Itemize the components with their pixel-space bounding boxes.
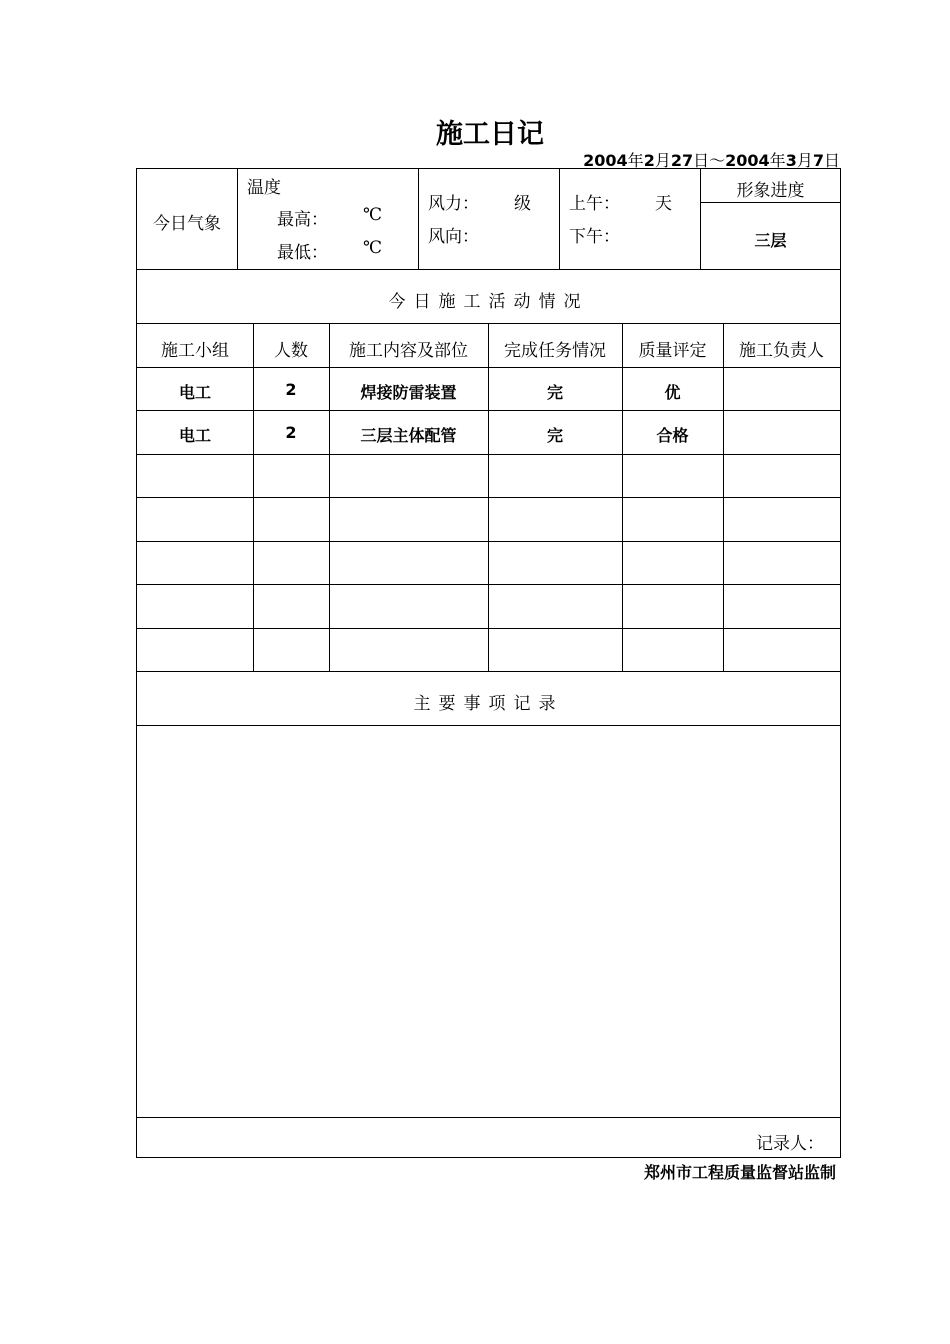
table-cell: 2 [285, 380, 297, 399]
low-temp-label: 最低： [277, 243, 328, 263]
high-temp-label: 最高： [277, 210, 328, 230]
activity-section-title: 今日施工活动情况 [388, 292, 589, 312]
footer-issuer: 郑州市工程质量监督站监制 [643, 1163, 836, 1182]
table-cell: 完 [546, 383, 563, 402]
divider [137, 1117, 840, 1118]
progress-label: 形象进度 [736, 181, 805, 201]
divider [700, 202, 841, 203]
am-weather-value: 天 [655, 194, 672, 214]
column-header: 质量评定 [638, 341, 707, 361]
divider [559, 169, 560, 269]
am-weather-label: 上午： [569, 194, 620, 214]
column-header: 施工小组 [161, 341, 229, 361]
wind-direction-label: 风向： [428, 227, 479, 247]
wind-force-label: 风力： [428, 194, 479, 214]
divider [723, 323, 724, 671]
divider [137, 725, 840, 726]
divider [622, 323, 623, 671]
low-temp-unit: ℃ [363, 238, 383, 258]
column-header: 完成任务情况 [504, 341, 606, 361]
table-cell: 优 [664, 383, 681, 402]
wind-force-unit: 级 [514, 194, 531, 214]
recorder-label: 记录人： [756, 1134, 824, 1154]
diary-form [136, 168, 841, 1158]
divider [137, 671, 840, 672]
divider [237, 169, 238, 269]
column-header: 施工内容及部位 [349, 341, 468, 361]
notes-section-title: 主要事项记录 [413, 694, 564, 714]
table-cell: 三层主体配管 [360, 426, 457, 445]
column-header: 人数 [274, 341, 308, 361]
progress-value: 三层 [754, 231, 787, 250]
table-cell: 2 [285, 423, 297, 442]
weather-label: 今日气象 [153, 214, 221, 234]
table-cell: 完 [546, 426, 563, 445]
column-header: 施工负责人 [739, 341, 824, 361]
divider [137, 269, 840, 270]
table-cell: 合格 [656, 426, 689, 445]
divider [488, 323, 489, 671]
table-cell: 电工 [178, 426, 211, 445]
table-cell: 电工 [178, 383, 211, 402]
divider [329, 323, 330, 671]
table-cell: 焊接防雷装置 [360, 383, 457, 402]
divider [418, 169, 419, 269]
high-temp-unit: ℃ [363, 205, 383, 225]
page-title: 施工日记 [436, 119, 544, 150]
temperature-label: 温度 [247, 178, 281, 198]
pm-weather-label: 下午： [569, 227, 620, 247]
date-range: 2004年2月27日～2004年3月7日 [583, 151, 840, 170]
divider [253, 323, 254, 671]
